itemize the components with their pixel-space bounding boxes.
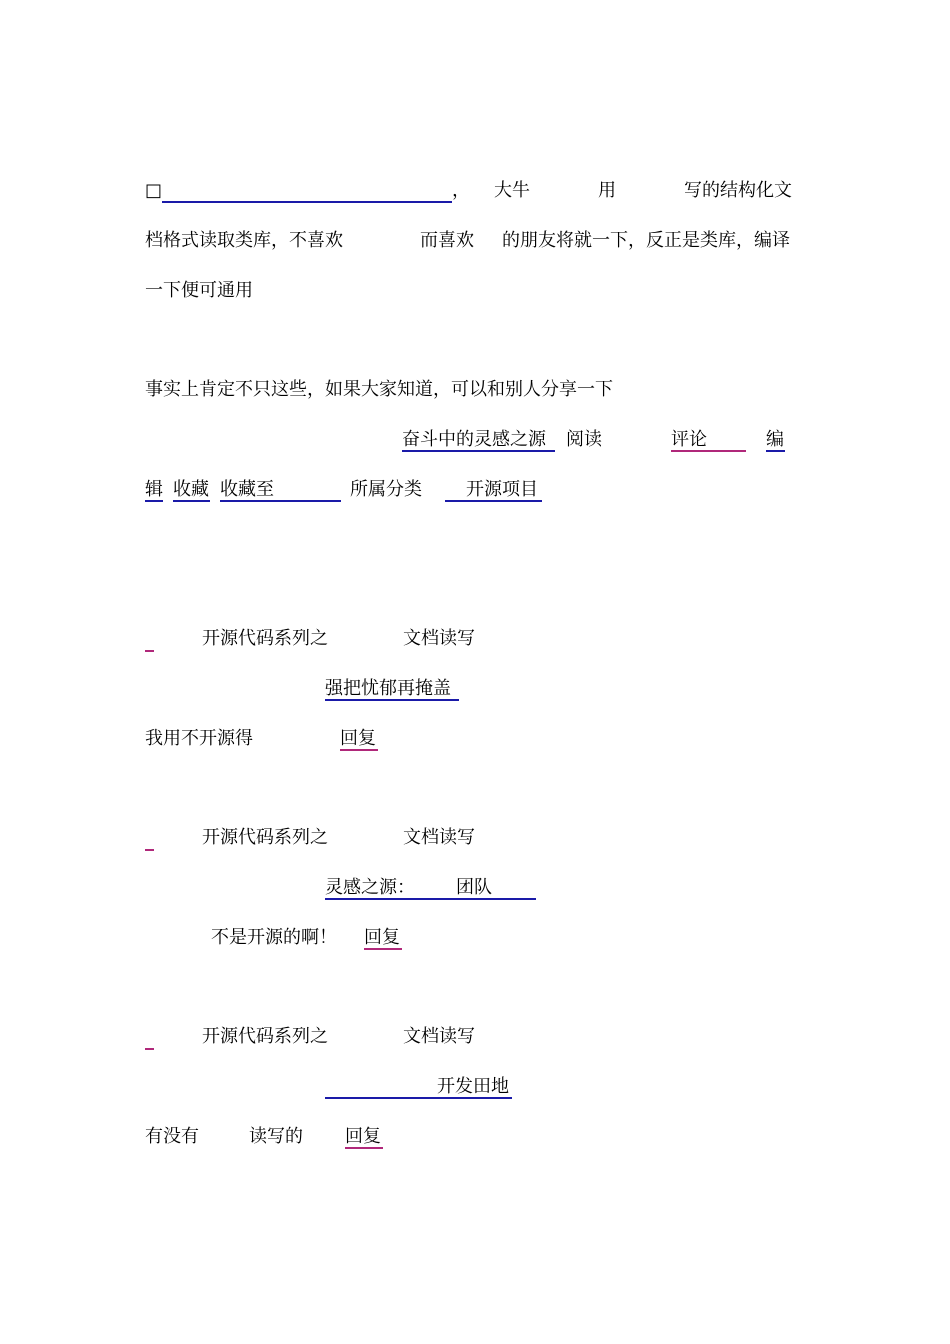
read-label: 阅读 xyxy=(566,429,602,450)
article-text-line1-end: 写的结构化文 xyxy=(684,180,792,201)
edit-link-part1[interactable]: 编 xyxy=(766,429,784,450)
comment-2-author-link-b[interactable]: 团队 xyxy=(456,877,492,898)
comment-1-title-b: 文档读写 xyxy=(403,628,475,649)
edit-link-underline-2 xyxy=(145,500,163,502)
blank-link[interactable] xyxy=(162,201,452,203)
article-text-line4: 事实上肯定不只这些，如果大家知道，可以和别人分享一下 xyxy=(145,379,613,400)
comment-3-marker-link[interactable] xyxy=(145,1048,154,1050)
edit-link-part2[interactable]: 辑 xyxy=(145,479,163,500)
article-comma: ， xyxy=(452,180,470,201)
comment-3-author-underline xyxy=(325,1097,512,1099)
comment-3-body-b: 读写的 xyxy=(249,1126,303,1147)
comment-link[interactable]: 评论 xyxy=(671,429,707,450)
comment-3-author-link[interactable]: 开发田地 xyxy=(437,1076,509,1097)
edit-link-underline xyxy=(766,450,785,452)
comment-1-body: 我用不开源得 xyxy=(145,728,253,749)
category-label: 所属分类 xyxy=(350,479,422,500)
article-text-line3: 一下便可通用 xyxy=(145,280,253,301)
comment-1-author-underline xyxy=(325,699,459,701)
comment-2-author-link-a[interactable]: 灵感之源： xyxy=(325,877,415,898)
comment-1-title-a: 开源代码系列之 xyxy=(202,628,328,649)
comment-2-title-b: 文档读写 xyxy=(403,827,475,848)
source-link-underline xyxy=(402,450,555,452)
checkbox-icon: □ xyxy=(145,180,163,201)
article-text-line2-c: 的朋友将就一下，反正是类库，编译 xyxy=(502,230,790,251)
comment-2-title-a: 开源代码系列之 xyxy=(202,827,328,848)
comment-1-marker-link[interactable] xyxy=(145,650,154,652)
article-text-daniu: 大牛 xyxy=(494,180,530,201)
article-text-line2-b: 而喜欢 xyxy=(420,230,474,251)
comment-2-reply-underline xyxy=(364,948,402,950)
favorite-to-link[interactable]: 收藏至 xyxy=(220,479,274,500)
comment-2-body: 不是开源的啊！ xyxy=(211,927,337,948)
article-text-line2-a: 档格式读取类库，不喜欢 xyxy=(145,230,343,251)
comment-2-marker-link[interactable] xyxy=(145,849,154,851)
comment-1-reply-link[interactable]: 回复 xyxy=(340,728,376,749)
comment-3-body-a: 有没有 xyxy=(145,1126,199,1147)
category-link[interactable]: 开源项目 xyxy=(466,479,538,500)
comment-2-author-underline xyxy=(325,898,536,900)
comment-2-reply-link[interactable]: 回复 xyxy=(364,927,400,948)
article-text-yong: 用 xyxy=(598,180,616,201)
comment-3-reply-underline xyxy=(345,1147,383,1149)
comment-1-author-link[interactable]: 强把忧郁再掩盖 xyxy=(325,678,451,699)
favorite-to-link-underline xyxy=(220,500,341,502)
favorite-link-underline xyxy=(173,500,210,502)
category-link-underline xyxy=(445,500,542,502)
favorite-link[interactable]: 收藏 xyxy=(173,479,209,500)
comment-3-title-a: 开源代码系列之 xyxy=(202,1026,328,1047)
source-link[interactable]: 奋斗中的灵感之源 xyxy=(402,429,546,450)
comment-3-title-b: 文档读写 xyxy=(403,1026,475,1047)
comment-link-underline xyxy=(671,450,746,452)
comment-3-reply-link[interactable]: 回复 xyxy=(345,1126,381,1147)
comment-1-reply-underline xyxy=(340,749,378,751)
